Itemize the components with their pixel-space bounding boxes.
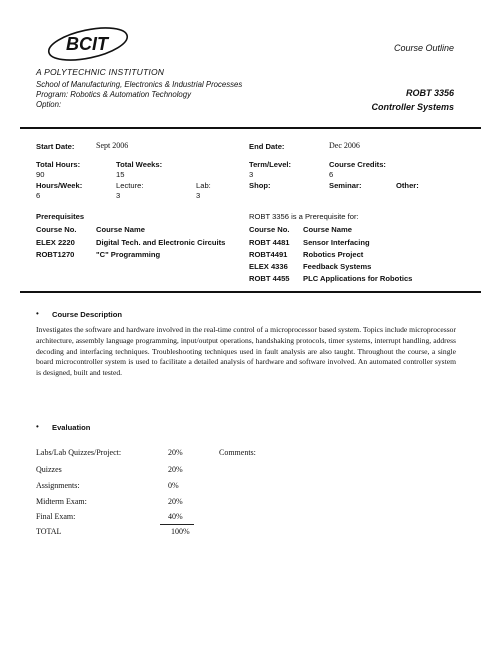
prereq-for-row-no: ROBT 4455: [249, 274, 290, 283]
prereq-for-row-no: ROBT4491: [249, 250, 288, 259]
total-hours-label: Total Hours:: [36, 160, 81, 169]
prereq-for-col-name: Course Name: [303, 225, 352, 234]
section-rule: [20, 291, 481, 293]
lecture-value: 3: [116, 191, 121, 200]
logo-text: BCIT: [66, 34, 108, 54]
eval-total-label: TOTAL: [36, 527, 62, 536]
prereq-col-no: Course No.: [36, 225, 77, 234]
course-credits-label: Course Credits:: [329, 160, 386, 169]
prereq-for-row-name: PLC Applications for Robotics: [303, 274, 413, 283]
doc-type: Course Outline: [393, 43, 454, 53]
prereq-for-row-name: Feedback Systems: [303, 262, 372, 271]
prereq-title: Prerequisites: [36, 212, 85, 221]
lecture-label: Lecture:: [116, 181, 144, 190]
eval-row-label: Assignments:: [36, 481, 80, 490]
eval-row-label: Midterm Exam:: [36, 497, 87, 506]
header-rule: [20, 127, 481, 129]
description-heading: Course Description: [52, 310, 123, 319]
program-name: Program: Robotics & Automation Technology: [36, 90, 192, 99]
total-underline: [160, 524, 194, 525]
start-date-value: Sept 2006: [96, 141, 129, 150]
prereq-row-name: "C" Programming: [96, 250, 161, 259]
prereq-row-no: ELEX 2220: [36, 238, 75, 247]
eval-row-label: Labs/Lab Quizzes/Project:: [36, 448, 122, 457]
term-level-value: 3: [249, 170, 254, 179]
term-level-label: Term/Level:: [249, 160, 292, 169]
prereq-row-no: ROBT1270: [36, 250, 75, 259]
prereq-for-row-no: ELEX 4336: [249, 262, 288, 271]
eval-row-value: 20%: [168, 465, 183, 474]
other-label: Other:: [396, 181, 419, 190]
hours-week-label: Hours/Week:: [36, 181, 83, 190]
eval-total-value: 100%: [171, 527, 190, 536]
end-date-label: End Date:: [249, 142, 285, 151]
eval-row-label: Quizzes: [36, 465, 62, 474]
lab-label: Lab:: [196, 181, 211, 190]
prereq-for-row-name: Robotics Project: [303, 250, 364, 259]
eval-row-value: 40%: [168, 512, 183, 521]
course-code: ROBT 3356: [405, 88, 454, 98]
prereq-for-title: ROBT 3356 is a Prerequisite for:: [249, 212, 359, 221]
bullet-icon: •: [36, 309, 39, 318]
prereq-col-name: Course Name: [96, 225, 145, 234]
total-weeks-label: Total Weeks:: [116, 160, 163, 169]
seminar-label: Seminar:: [329, 181, 362, 190]
total-hours-value: 90: [36, 170, 45, 179]
bcit-logo: [44, 24, 136, 68]
comments-label: Comments:: [219, 448, 256, 457]
eval-row-value: 20%: [168, 448, 183, 457]
shop-label: Shop:: [249, 181, 271, 190]
lab-value: 3: [196, 191, 201, 200]
option-label: Option:: [36, 100, 62, 109]
evaluation-heading: Evaluation: [52, 423, 91, 432]
description-text: Investigates the software and hardware involved in the real-time control of a microprocessor based system. Topics include microprocessor architecture, assembly language programming, input/output operations, handshaking protocols, timer systems, interrupt handling, address decoding and interfacing techniques. Troubleshooting techniques used in fault analysis are also taught. Throughout the course, a single board microcontroller system is used to facilitate a detailed analysis of hardware and software involved. An automated controller system is designed, built and tested.: [36, 325, 456, 378]
institution-tagline: A POLYTECHNIC INSTITUTION: [36, 67, 165, 77]
course-credits-value: 6: [329, 170, 334, 179]
hours-week-value: 6: [36, 191, 41, 200]
start-date-label: Start Date:: [36, 142, 75, 151]
eval-row-value: 0%: [168, 481, 179, 490]
school-name: School of Manufacturing, Electronics & Industrial Processes: [36, 80, 243, 89]
total-weeks-value: 15: [116, 170, 125, 179]
prereq-for-row-no: ROBT 4481: [249, 238, 290, 247]
prereq-for-col-no: Course No.: [249, 225, 290, 234]
prereq-for-row-name: Sensor Interfacing: [303, 238, 370, 247]
bullet-icon: •: [36, 422, 39, 431]
eval-row-label: Final Exam:: [36, 512, 76, 521]
prereq-row-name: Digital Tech. and Electronic Circuits: [96, 238, 226, 247]
end-date-value: Dec 2006: [329, 141, 360, 150]
course-title: Controller Systems: [371, 102, 454, 112]
eval-row-value: 20%: [168, 497, 183, 506]
